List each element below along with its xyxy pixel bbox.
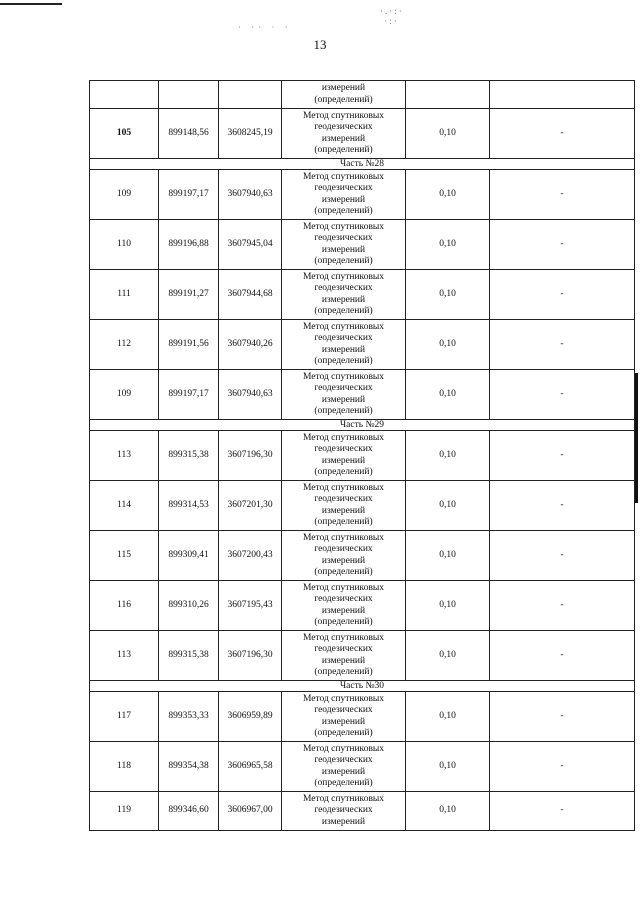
- point-id: 117: [90, 692, 159, 742]
- method-line: (определений): [314, 306, 373, 316]
- method-cell: [282, 581, 406, 631]
- accuracy-value: 0,10: [406, 631, 490, 681]
- method-line: измерений: [321, 133, 366, 144]
- method-line: Метод спутниковых: [302, 693, 385, 704]
- table-row: [90, 581, 635, 631]
- method-line: (определений): [314, 256, 373, 266]
- section-label: Часть №30: [90, 681, 635, 692]
- method-line: Метод спутниковых: [302, 532, 385, 543]
- note-cell: -: [490, 581, 635, 631]
- method-line: (определений): [314, 617, 373, 627]
- method-line: (определений): [314, 517, 373, 527]
- table-row: [90, 170, 635, 220]
- point-id: 118: [90, 742, 159, 792]
- method-line: геодезических: [314, 333, 373, 343]
- point-id: 114: [90, 481, 159, 531]
- coord-x: 899191,27: [159, 270, 219, 320]
- coord-y: 3607196,30: [219, 431, 282, 481]
- section-row: [90, 681, 635, 692]
- method-cell: [282, 631, 406, 681]
- method-line: геодезических: [314, 544, 373, 554]
- note-cell: -: [490, 792, 635, 831]
- method-line: Метод спутниковых: [302, 743, 385, 754]
- method-line: геодезических: [314, 594, 373, 604]
- method-line: (определений): [314, 94, 373, 105]
- method-line: геодезических: [314, 122, 373, 132]
- table-row: [90, 692, 635, 742]
- point-id: 112: [90, 320, 159, 370]
- method-cell: [282, 220, 406, 270]
- top-rule: [0, 3, 62, 5]
- method-line: измерений: [321, 244, 366, 255]
- note-cell: -: [490, 481, 635, 531]
- note-cell: -: [490, 109, 635, 159]
- note-cell: -: [490, 742, 635, 792]
- accuracy-value: 0,10: [406, 531, 490, 581]
- note-cell: -: [490, 220, 635, 270]
- method-line: (определений): [314, 567, 373, 577]
- method-line: (определений): [314, 406, 373, 416]
- coord-x: 899315,38: [159, 631, 219, 681]
- method-line: Метод спутниковых: [302, 110, 385, 121]
- table-row: [90, 792, 635, 831]
- coord-x: 899314,53: [159, 481, 219, 531]
- method-line: (определений): [314, 728, 373, 738]
- table-row: [90, 631, 635, 681]
- method-line: измерений: [321, 816, 366, 827]
- note-cell: -: [490, 370, 635, 420]
- point-id: 110: [90, 220, 159, 270]
- coord-y: 3607201,30: [219, 481, 282, 531]
- coord-y: 3608245,19: [219, 109, 282, 159]
- method-line: геодезических: [314, 755, 373, 765]
- note-cell: -: [490, 320, 635, 370]
- note-cell: -: [490, 270, 635, 320]
- scan-artifact: ·.·:· ·:·: [380, 6, 404, 26]
- method-line: измерений: [321, 394, 366, 405]
- method-line: измерений: [321, 605, 366, 616]
- empty-cell: [490, 81, 635, 109]
- accuracy-value: 0,10: [406, 370, 490, 420]
- coord-y: 3606965,58: [219, 742, 282, 792]
- method-cell: [282, 270, 406, 320]
- coord-y: 3607195,43: [219, 581, 282, 631]
- method-line: Метод спутниковых: [302, 171, 385, 182]
- method-cell: [282, 170, 406, 220]
- scan-artifact: · ·· · ·: [238, 22, 292, 32]
- table-body: [90, 81, 635, 831]
- method-line: (определений): [314, 467, 373, 477]
- empty-cell: [90, 81, 159, 109]
- section-label: Часть №28: [90, 159, 635, 170]
- method-line: измерений: [321, 766, 366, 777]
- point-id: 113: [90, 631, 159, 681]
- table-row-fragment: [90, 81, 635, 109]
- method-cell: [282, 320, 406, 370]
- table-row: [90, 109, 635, 159]
- method-line: Метод спутниковых: [302, 482, 385, 493]
- accuracy-value: 0,10: [406, 481, 490, 531]
- table-row: [90, 320, 635, 370]
- page-number: 13: [313, 37, 327, 52]
- method-line: измерений: [321, 344, 366, 355]
- method-line: измерений: [321, 194, 366, 205]
- table-row: [90, 370, 635, 420]
- point-id: 119: [90, 792, 159, 831]
- method-line: (определений): [314, 206, 373, 216]
- method-line: Метод спутниковых: [302, 632, 385, 643]
- method-line: Метод спутниковых: [302, 793, 385, 804]
- point-id: 105: [90, 109, 159, 159]
- method-line: измерений: [321, 555, 366, 566]
- section-row: [90, 420, 635, 431]
- point-id: 116: [90, 581, 159, 631]
- method-line: (определений): [314, 356, 373, 366]
- note-cell: -: [490, 170, 635, 220]
- coord-x: 899354,38: [159, 742, 219, 792]
- method-line: геодезических: [314, 494, 373, 504]
- accuracy-value: 0,10: [406, 742, 490, 792]
- note-cell: -: [490, 631, 635, 681]
- method-line: измерений: [321, 716, 366, 727]
- coord-x: 899315,38: [159, 431, 219, 481]
- coord-x: 899197,17: [159, 170, 219, 220]
- coord-x: 899148,56: [159, 109, 219, 159]
- empty-cell: [219, 81, 282, 109]
- coord-x: 899310,26: [159, 581, 219, 631]
- accuracy-value: 0,10: [406, 270, 490, 320]
- method-cell: [282, 692, 406, 742]
- accuracy-value: 0,10: [406, 581, 490, 631]
- method-cell: [282, 531, 406, 581]
- coord-y: 3607940,63: [219, 370, 282, 420]
- method-line: Метод спутниковых: [302, 582, 385, 593]
- method-line: геодезических: [314, 444, 373, 454]
- section-row: [90, 159, 635, 170]
- method-cell: [282, 742, 406, 792]
- method-line: геодезических: [314, 805, 373, 816]
- coord-x: 899197,17: [159, 370, 219, 420]
- method-cell: [282, 431, 406, 481]
- accuracy-value: 0,10: [406, 792, 490, 831]
- point-id: 109: [90, 170, 159, 220]
- method-line: измерений: [321, 455, 366, 466]
- coord-y: 3606967,00: [219, 792, 282, 831]
- coord-y: 3606959,89: [219, 692, 282, 742]
- table-row: [90, 742, 635, 792]
- method-cell: [282, 81, 406, 109]
- table-row: [90, 270, 635, 320]
- section-label: Часть №29: [90, 420, 635, 431]
- coord-y: 3607200,43: [219, 531, 282, 581]
- note-cell: -: [490, 531, 635, 581]
- method-line: геодезических: [314, 383, 373, 393]
- table-row: [90, 431, 635, 481]
- method-line: геодезических: [314, 183, 373, 193]
- coord-y: 3607944,68: [219, 270, 282, 320]
- method-line: геодезических: [314, 233, 373, 243]
- table-row: [90, 481, 635, 531]
- point-id: 115: [90, 531, 159, 581]
- accuracy-value: 0,10: [406, 109, 490, 159]
- method-line: Метод спутниковых: [302, 371, 385, 382]
- method-cell: [282, 481, 406, 531]
- method-line: геодезических: [314, 644, 373, 654]
- method-line: Метод спутниковых: [302, 432, 385, 443]
- coord-y: 3607940,63: [219, 170, 282, 220]
- method-line: (определений): [314, 778, 373, 788]
- point-id: 111: [90, 270, 159, 320]
- table-row: [90, 220, 635, 270]
- point-id: 113: [90, 431, 159, 481]
- method-cell: [282, 792, 406, 831]
- coord-y: 3607940,26: [219, 320, 282, 370]
- empty-cell: [406, 81, 490, 109]
- coord-x: 899353,33: [159, 692, 219, 742]
- method-line: измерений: [321, 83, 366, 93]
- coordinates-table: [89, 80, 635, 831]
- method-line: измерений: [321, 655, 366, 666]
- scan-edge-mark: [635, 373, 638, 503]
- note-cell: -: [490, 692, 635, 742]
- method-cell: [282, 370, 406, 420]
- method-line: Метод спутниковых: [302, 271, 385, 282]
- accuracy-value: 0,10: [406, 170, 490, 220]
- accuracy-value: 0,10: [406, 431, 490, 481]
- empty-cell: [159, 81, 219, 109]
- method-cell: [282, 109, 406, 159]
- table-row: [90, 531, 635, 581]
- method-line: Метод спутниковых: [302, 321, 385, 332]
- method-line: измерений: [321, 294, 366, 305]
- method-line: (определений): [314, 667, 373, 677]
- method-line: геодезических: [314, 283, 373, 293]
- coord-x: 899191,56: [159, 320, 219, 370]
- point-id: 109: [90, 370, 159, 420]
- method-line: (определений): [314, 145, 373, 155]
- note-cell: -: [490, 431, 635, 481]
- coord-x: 899309,41: [159, 531, 219, 581]
- method-line: Метод спутниковых: [302, 221, 385, 232]
- coord-y: 3607196,30: [219, 631, 282, 681]
- coord-y: 3607945,04: [219, 220, 282, 270]
- method-line: геодезических: [314, 705, 373, 715]
- coord-x: 899346,60: [159, 792, 219, 831]
- accuracy-value: 0,10: [406, 692, 490, 742]
- accuracy-value: 0,10: [406, 220, 490, 270]
- method-line: измерений: [321, 505, 366, 516]
- accuracy-value: 0,10: [406, 320, 490, 370]
- coord-x: 899196,88: [159, 220, 219, 270]
